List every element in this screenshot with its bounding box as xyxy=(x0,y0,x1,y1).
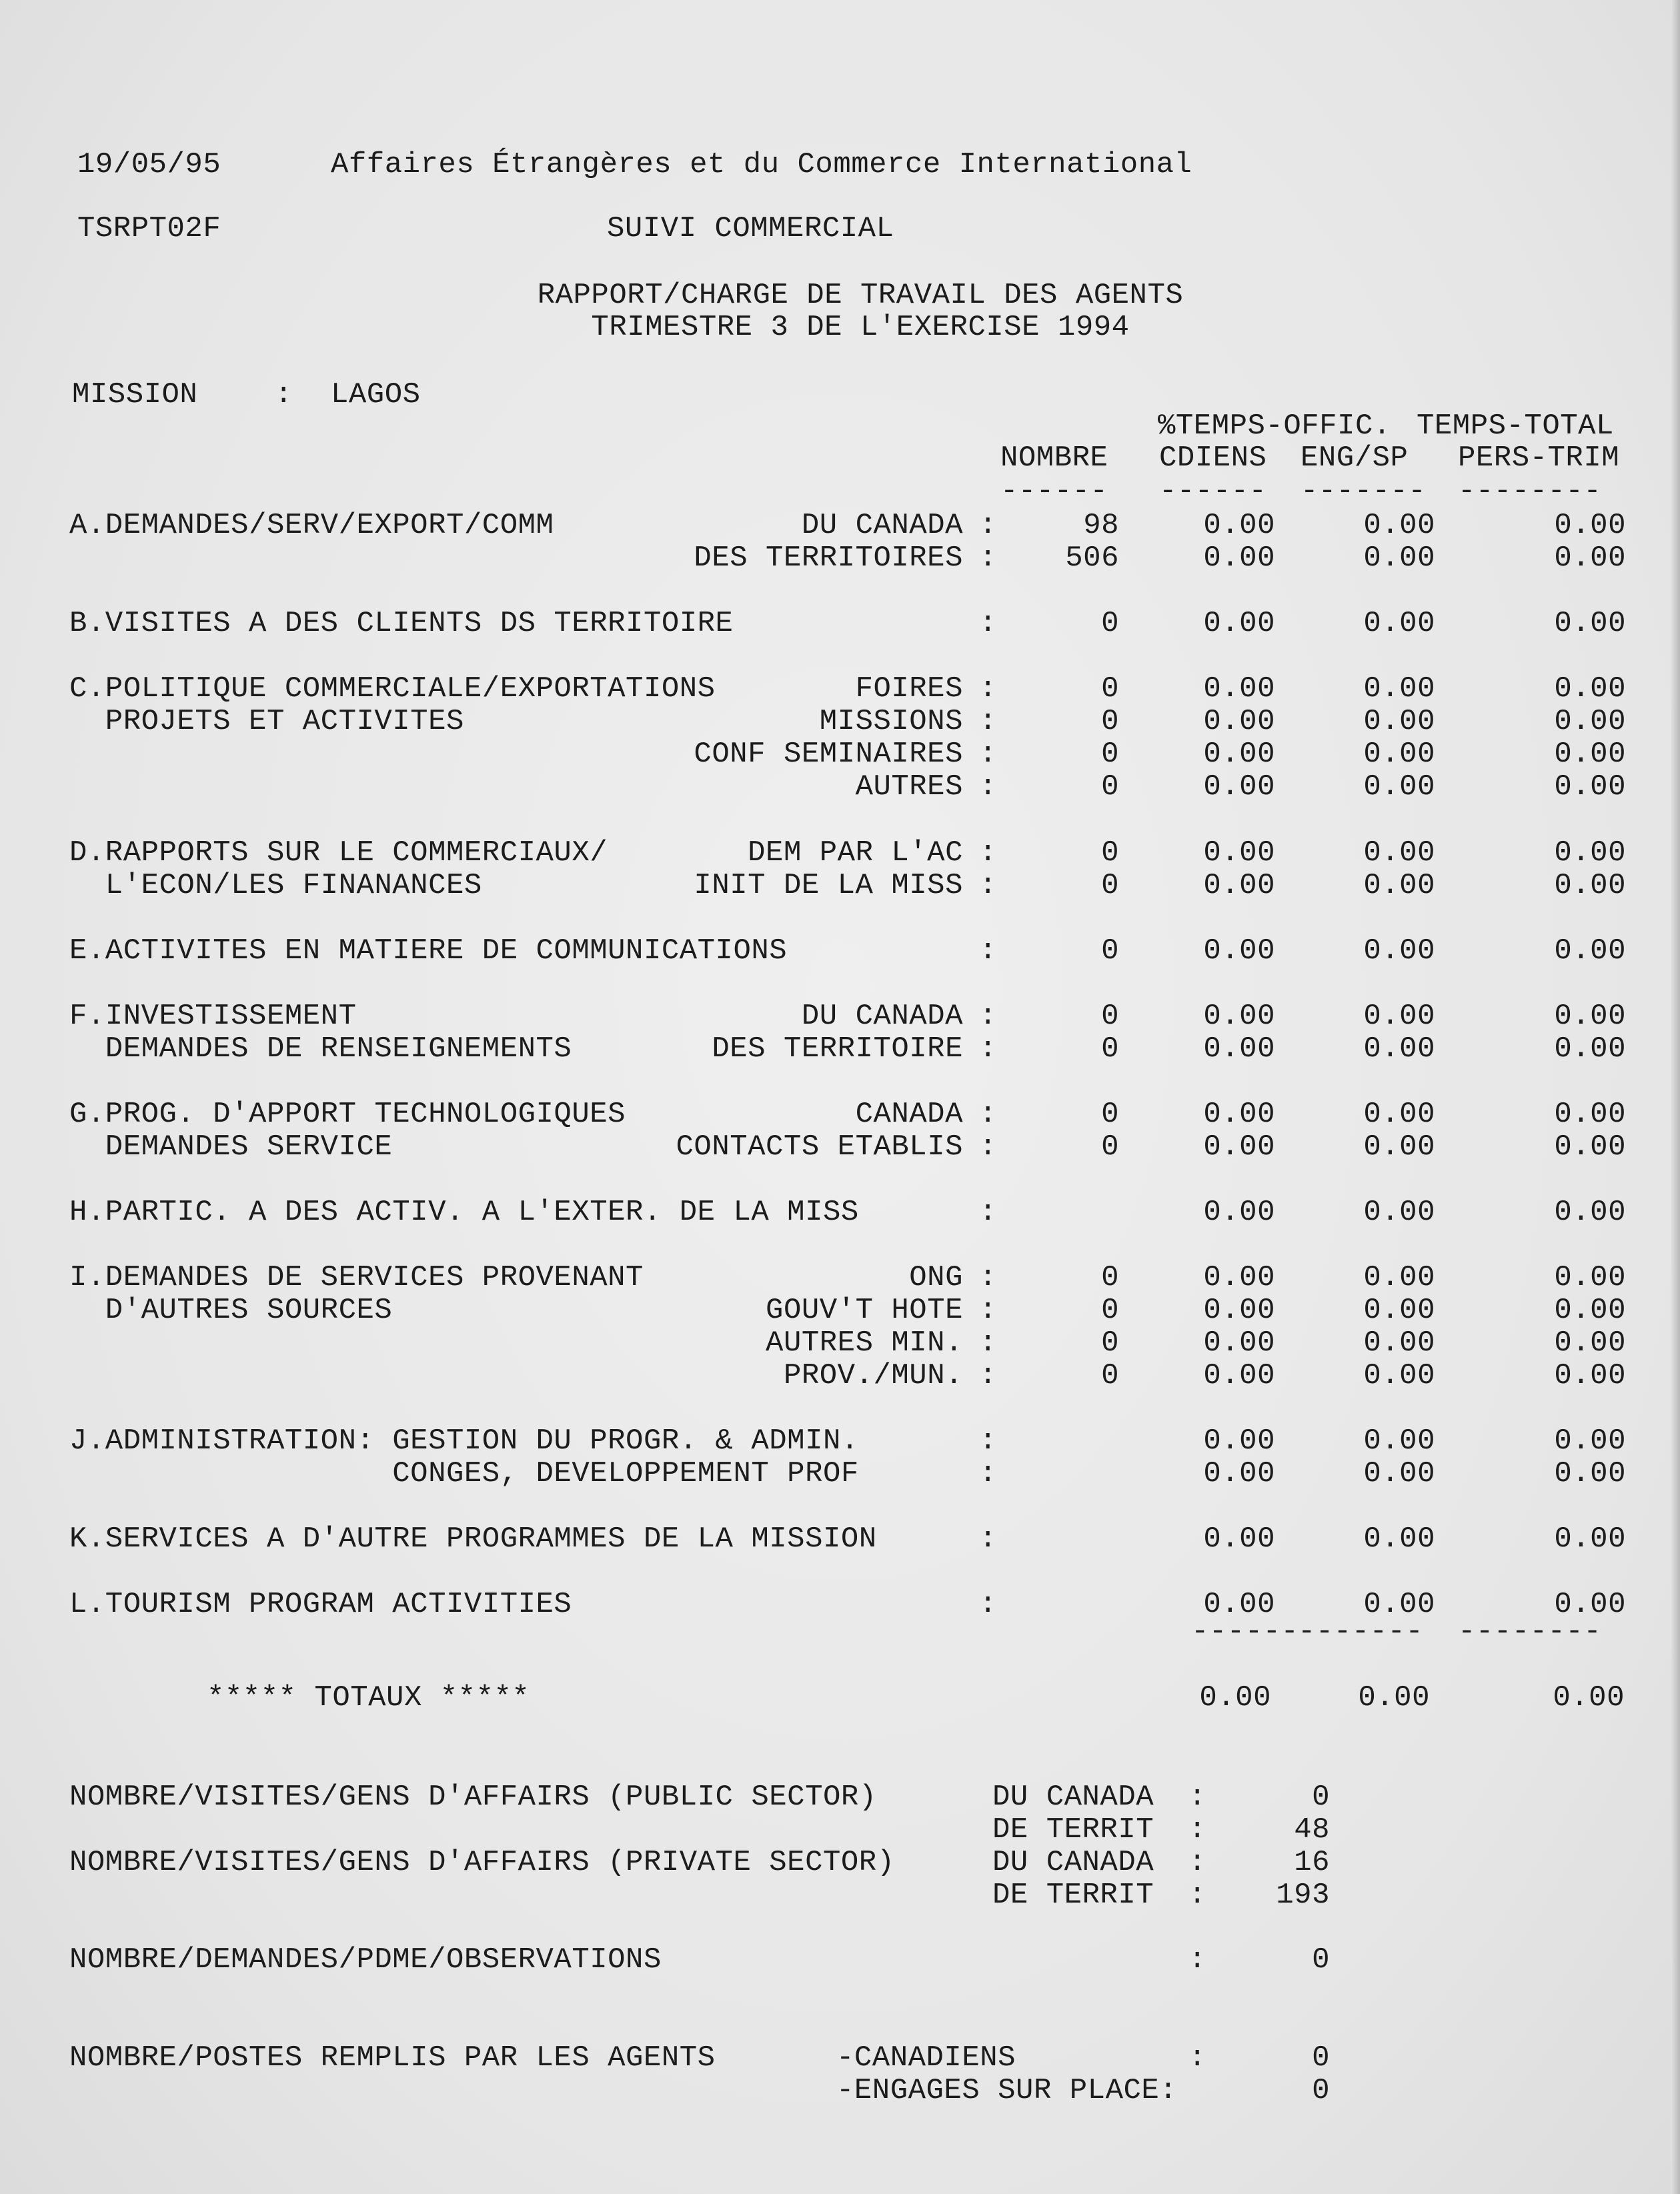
row-perstrim: 0.00 xyxy=(1554,1261,1626,1294)
row-colon: : xyxy=(979,1032,997,1066)
rule-cdiens: ------ xyxy=(1159,475,1267,508)
row-cdiens: 0.00 xyxy=(1203,1522,1275,1556)
row-colon: : xyxy=(979,1196,997,1229)
row-colon: : xyxy=(979,705,997,738)
department-name: Affaires Étrangères et du Commerce International xyxy=(331,148,1192,181)
row-sublabel: ONG xyxy=(909,1261,963,1294)
demandes-label: NOMBRE/DEMANDES/PDME/OBSERVATIONS xyxy=(69,1943,662,1977)
row-sublabel: DES TERRITOIRE xyxy=(712,1032,963,1066)
row-perstrim: 0.00 xyxy=(1554,541,1626,575)
row-engsp: 0.00 xyxy=(1363,1326,1435,1360)
row-perstrim: 0.00 xyxy=(1554,1588,1626,1621)
row-cdiens: 0.00 xyxy=(1203,1326,1275,1360)
row-engsp: 0.00 xyxy=(1363,738,1435,771)
row-cdiens: 0.00 xyxy=(1203,1261,1275,1294)
row-nombre: 0 xyxy=(1101,672,1119,706)
row-sublabel: FOIRES xyxy=(855,672,963,706)
row-label: PROJETS ET ACTIVITES xyxy=(69,705,464,738)
visits-colon: : xyxy=(1188,1846,1206,1879)
row-perstrim: 0.00 xyxy=(1554,1032,1626,1066)
row-cdiens: 0.00 xyxy=(1203,836,1275,870)
row-cdiens: 0.00 xyxy=(1203,1588,1275,1621)
row-cdiens: 0.00 xyxy=(1203,1000,1275,1033)
visits-public-territ: DE TERRIT xyxy=(992,1813,1154,1847)
row-perstrim: 0.00 xyxy=(1554,607,1626,640)
row-label: A.DEMANDES/SERV/EXPORT/COMM xyxy=(69,509,554,542)
row-perstrim: 0.00 xyxy=(1554,1522,1626,1556)
row-cdiens: 0.00 xyxy=(1203,738,1275,771)
row-perstrim: 0.00 xyxy=(1554,705,1626,738)
row-sublabel: DEM PAR L'AC xyxy=(748,836,963,870)
row-cdiens: 0.00 xyxy=(1203,672,1275,706)
postes-canadiens-value: 0 xyxy=(1312,2041,1330,2075)
totals-rule-cdiens: ------ xyxy=(1191,1615,1299,1649)
visits-colon: : xyxy=(1188,1879,1206,1912)
row-sublabel: DU CANADA xyxy=(801,509,963,542)
visits-public-territ-value: 48 xyxy=(1294,1813,1330,1847)
totals-label: ***** TOTAUX ***** xyxy=(207,1681,530,1715)
row-colon: : xyxy=(979,1424,997,1458)
row-perstrim: 0.00 xyxy=(1554,869,1626,902)
row-label: F.INVESTISSEMENT xyxy=(69,1000,357,1033)
row-label: C.POLITIQUE COMMERCIALE/EXPORTATIONS xyxy=(69,672,716,706)
row-nombre: 0 xyxy=(1101,1261,1119,1294)
row-sublabel: AUTRES MIN. xyxy=(766,1326,963,1360)
row-label: L'ECON/LES FINANANCES xyxy=(69,869,482,902)
row-label: D'AUTRES SOURCES xyxy=(69,1294,393,1327)
row-nombre: 0 xyxy=(1101,770,1119,804)
row-engsp: 0.00 xyxy=(1363,1457,1435,1490)
postes-engages-value: 0 xyxy=(1312,2074,1330,2107)
row-label: CONGES, DEVELOPPEMENT PROF xyxy=(69,1457,859,1490)
row-label: K.SERVICES A D'AUTRE PROGRAMMES DE LA MISSION xyxy=(69,1522,877,1556)
row-engsp: 0.00 xyxy=(1363,836,1435,870)
column-group-office: %TEMPS-OFFIC. xyxy=(1158,409,1391,443)
row-perstrim: 0.00 xyxy=(1554,836,1626,870)
row-engsp: 0.00 xyxy=(1363,1261,1435,1294)
row-engsp: 0.00 xyxy=(1363,1196,1435,1229)
row-engsp: 0.00 xyxy=(1363,672,1435,706)
row-colon: : xyxy=(979,672,997,706)
row-cdiens: 0.00 xyxy=(1203,705,1275,738)
row-label: I.DEMANDES DE SERVICES PROVENANT xyxy=(69,1261,644,1294)
totals-rule-perstrim: -------- xyxy=(1458,1615,1602,1649)
visits-public-canada: DU CANADA xyxy=(992,1781,1154,1814)
row-nombre: 0 xyxy=(1101,738,1119,771)
row-engsp: 0.00 xyxy=(1363,1000,1435,1033)
totals-rule-engsp: ------- xyxy=(1298,1615,1424,1649)
column-perstrim: PERS-TRIM xyxy=(1458,441,1620,475)
row-cdiens: 0.00 xyxy=(1203,509,1275,542)
row-colon: : xyxy=(979,607,997,640)
row-cdiens: 0.00 xyxy=(1203,1130,1275,1164)
system-name: SUIVI COMMERCIAL xyxy=(607,212,894,245)
row-cdiens: 0.00 xyxy=(1203,1294,1275,1327)
row-engsp: 0.00 xyxy=(1363,1522,1435,1556)
report-title: RAPPORT/CHARGE DE TRAVAIL DES AGENTS xyxy=(537,279,1184,312)
row-nombre: 0 xyxy=(1101,869,1119,902)
row-label: E.ACTIVITES EN MATIERE DE COMMUNICATIONS xyxy=(69,934,788,968)
row-engsp: 0.00 xyxy=(1363,541,1435,575)
row-colon: : xyxy=(979,541,997,575)
row-nombre: 0 xyxy=(1101,1130,1119,1164)
row-nombre: 0 xyxy=(1101,836,1119,870)
row-engsp: 0.00 xyxy=(1363,705,1435,738)
row-colon: : xyxy=(979,934,997,968)
totals-perstrim: 0.00 xyxy=(1553,1681,1625,1715)
row-colon: : xyxy=(979,1261,997,1294)
row-perstrim: 0.00 xyxy=(1554,934,1626,968)
row-sublabel: CANADA xyxy=(855,1098,963,1131)
row-cdiens: 0.00 xyxy=(1203,1359,1275,1392)
demandes-colon: : xyxy=(1188,1943,1206,1977)
row-perstrim: 0.00 xyxy=(1554,738,1626,771)
row-colon: : xyxy=(979,836,997,870)
row-engsp: 0.00 xyxy=(1363,1588,1435,1621)
row-colon: : xyxy=(979,1098,997,1131)
postes-canadiens-colon: : xyxy=(1188,2041,1206,2075)
row-engsp: 0.00 xyxy=(1363,934,1435,968)
totals-engsp: 0.00 xyxy=(1358,1681,1430,1715)
row-cdiens: 0.00 xyxy=(1203,541,1275,575)
row-sublabel: AUTRES xyxy=(855,770,963,804)
row-sublabel: MISSIONS xyxy=(819,705,963,738)
demandes-value: 0 xyxy=(1312,1943,1330,1977)
row-engsp: 0.00 xyxy=(1363,1130,1435,1164)
row-engsp: 0.00 xyxy=(1363,1098,1435,1131)
row-engsp: 0.00 xyxy=(1363,770,1435,804)
row-perstrim: 0.00 xyxy=(1554,672,1626,706)
row-engsp: 0.00 xyxy=(1363,1424,1435,1458)
totals-cdiens: 0.00 xyxy=(1199,1681,1271,1715)
row-colon: : xyxy=(979,1522,997,1556)
row-label: J.ADMINISTRATION: GESTION DU PROGR. & ADMIN. xyxy=(69,1424,859,1458)
row-label: D.RAPPORTS SUR LE COMMERCIAUX/ xyxy=(69,836,608,870)
row-label: B.VISITES A DES CLIENTS DS TERRITOIRE xyxy=(69,607,734,640)
row-label: H.PARTIC. A DES ACTIV. A L'EXTER. DE LA MISS xyxy=(69,1196,859,1229)
visits-private-territ-value: 193 xyxy=(1276,1879,1330,1912)
row-colon: : xyxy=(979,1294,997,1327)
row-cdiens: 0.00 xyxy=(1203,869,1275,902)
column-group-total: TEMPS-TOTAL xyxy=(1417,409,1614,443)
row-colon: : xyxy=(979,1588,997,1621)
visits-private-canada: DU CANADA xyxy=(992,1846,1154,1879)
row-colon: : xyxy=(979,1130,997,1164)
row-colon: : xyxy=(979,509,997,542)
row-nombre: 506 xyxy=(1065,541,1119,575)
row-nombre: 0 xyxy=(1101,1032,1119,1066)
row-engsp: 0.00 xyxy=(1363,1032,1435,1066)
report-code: TSRPT02F xyxy=(77,212,221,245)
row-perstrim: 0.00 xyxy=(1554,1457,1626,1490)
row-nombre: 0 xyxy=(1101,705,1119,738)
column-cdiens: CDIENS xyxy=(1159,441,1267,475)
row-nombre: 0 xyxy=(1101,1000,1119,1033)
postes-label: NOMBRE/POSTES REMPLIS PAR LES AGENTS xyxy=(69,2041,716,2075)
row-perstrim: 0.00 xyxy=(1554,1326,1626,1360)
row-perstrim: 0.00 xyxy=(1554,1098,1626,1131)
row-cdiens: 0.00 xyxy=(1203,1098,1275,1131)
row-colon: : xyxy=(979,1000,997,1033)
visits-public-label: NOMBRE/VISITES/GENS D'AFFAIRS (PUBLIC SECTOR) xyxy=(69,1781,877,1814)
row-perstrim: 0.00 xyxy=(1554,770,1626,804)
visits-private-label: NOMBRE/VISITES/GENS D'AFFAIRS (PRIVATE SECTOR) xyxy=(69,1846,895,1879)
row-label: G.PROG. D'APPORT TECHNOLOGIQUES xyxy=(69,1098,626,1131)
row-nombre: 0 xyxy=(1101,1359,1119,1392)
row-colon: : xyxy=(979,1359,997,1392)
report-subtitle: TRIMESTRE 3 DE L'EXERCISE 1994 xyxy=(591,311,1130,344)
rule-engsp: ------- xyxy=(1301,475,1427,508)
row-sublabel: GOUV'T HOTE xyxy=(766,1294,963,1327)
rule-perstrim: -------- xyxy=(1458,475,1602,508)
row-nombre: 0 xyxy=(1101,1098,1119,1131)
postes-canadiens-label: -CANADIENS xyxy=(836,2041,1016,2075)
row-sublabel: DU CANADA xyxy=(801,1000,963,1033)
row-cdiens: 0.00 xyxy=(1203,1424,1275,1458)
row-sublabel: DES TERRITOIRES xyxy=(694,541,963,575)
mission-value: LAGOS xyxy=(331,378,421,411)
row-nombre: 0 xyxy=(1101,1326,1119,1360)
row-nombre: 0 xyxy=(1101,934,1119,968)
postes-engages-label: -ENGAGES SUR PLACE: xyxy=(836,2074,1178,2107)
row-label: DEMANDES SERVICE xyxy=(69,1130,393,1164)
row-cdiens: 0.00 xyxy=(1203,1457,1275,1490)
mission-label: MISSION xyxy=(72,378,198,411)
row-perstrim: 0.00 xyxy=(1554,1130,1626,1164)
row-engsp: 0.00 xyxy=(1363,607,1435,640)
row-nombre: 98 xyxy=(1083,509,1119,542)
row-label: DEMANDES DE RENSEIGNEMENTS xyxy=(69,1032,572,1066)
row-colon: : xyxy=(979,1326,997,1360)
page-edge-shadow xyxy=(1671,0,1680,2194)
row-sublabel: CONTACTS ETABLIS xyxy=(676,1130,963,1164)
row-colon: : xyxy=(979,1457,997,1490)
row-nombre: 0 xyxy=(1101,1294,1119,1327)
rule-nombre: ------ xyxy=(1000,475,1108,508)
row-cdiens: 0.00 xyxy=(1203,770,1275,804)
row-perstrim: 0.00 xyxy=(1554,1424,1626,1458)
report-date: 19/05/95 xyxy=(77,148,221,181)
row-label: L.TOURISM PROGRAM ACTIVITIES xyxy=(69,1588,572,1621)
row-cdiens: 0.00 xyxy=(1203,1196,1275,1229)
row-perstrim: 0.00 xyxy=(1554,1196,1626,1229)
row-engsp: 0.00 xyxy=(1363,1294,1435,1327)
mission-separator: : xyxy=(275,378,293,411)
visits-public-canada-value: 0 xyxy=(1312,1781,1330,1814)
row-sublabel: PROV./MUN. xyxy=(783,1359,963,1392)
row-sublabel: CONF SEMINAIRES xyxy=(694,738,963,771)
row-cdiens: 0.00 xyxy=(1203,607,1275,640)
row-perstrim: 0.00 xyxy=(1554,1359,1626,1392)
row-cdiens: 0.00 xyxy=(1203,934,1275,968)
row-engsp: 0.00 xyxy=(1363,869,1435,902)
row-nombre: 0 xyxy=(1101,607,1119,640)
visits-private-territ: DE TERRIT xyxy=(992,1879,1154,1912)
row-engsp: 0.00 xyxy=(1363,1359,1435,1392)
column-engsp: ENG/SP xyxy=(1301,441,1409,475)
row-sublabel: INIT DE LA MISS xyxy=(694,869,963,902)
row-perstrim: 0.00 xyxy=(1554,509,1626,542)
row-cdiens: 0.00 xyxy=(1203,1032,1275,1066)
row-colon: : xyxy=(979,738,997,771)
column-nombre: NOMBRE xyxy=(1000,441,1108,475)
row-engsp: 0.00 xyxy=(1363,509,1435,542)
visits-colon: : xyxy=(1188,1781,1206,1814)
row-perstrim: 0.00 xyxy=(1554,1294,1626,1327)
row-perstrim: 0.00 xyxy=(1554,1000,1626,1033)
row-colon: : xyxy=(979,770,997,804)
visits-colon: : xyxy=(1188,1813,1206,1847)
visits-private-canada-value: 16 xyxy=(1294,1846,1330,1879)
row-colon: : xyxy=(979,869,997,902)
